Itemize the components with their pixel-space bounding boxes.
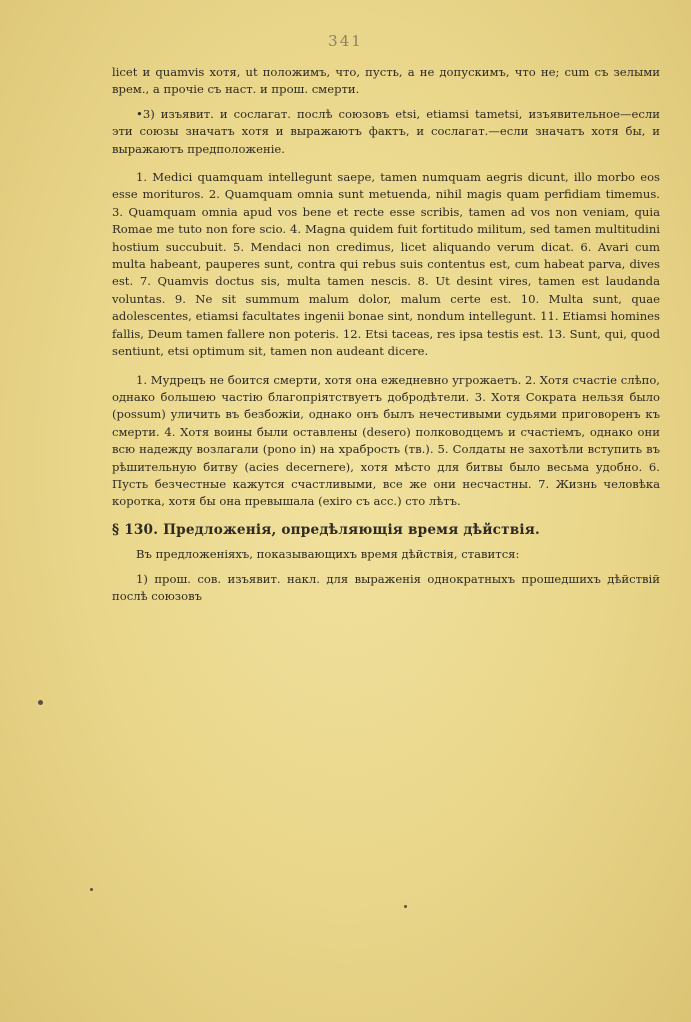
page-content [112, 64, 660, 605]
russian-exercises: 1. Мудрецъ не боится смерти, хотя она ежедневно угрожаетъ. 2. Хотя счастіе слѣпо, однако большею частію благопріятствуетъ добродѣтели. 3. Хотя Сократа нельзя было (possum) уличить въ безбожіи, однако онъ былъ нечестивыми судьями приговоренъ къ смерти. 4. Хотя воины были оставлены (desero) полководцемъ и счастіемъ, однако они всю надежду возлагали (pono in) на храбрость (тв.). 5. Солдаты не захотѣли вступить въ рѣшительную битву (acies decernere), хотя мѣсто для битвы было весьма удобно. 6. Пусть безчестные кажутся счастливыми, все же они несчастны. 7. Жизнь человѣка коротка, хотя бы она превышала (exiro съ acc.) сто лѣтъ. [112, 372, 660, 509]
rule-paragraph-1: licet и quamvis хотя, ut положимъ, что, пусть, а не допускимъ, что не; cum съ зелыми врем., а прочіе съ наст. и прош. смерти. [112, 65, 660, 97]
ink-speck [90, 888, 93, 891]
ink-speck [38, 700, 43, 705]
section-heading: § 130. Предложенія, опредѣляющія время дѣйствія. [112, 521, 540, 538]
rule-paragraph-2: •3) изъявит. и сослагат. послѣ союзовъ etsi, etiamsi tametsi, изъявительное—если эти союзы значатъ хотя и выражаютъ фактъ, и сослагат.—если значатъ хотя бы, и выражаютъ предположеніе. [112, 106, 660, 156]
ink-speck [404, 905, 407, 908]
rule-paragraph-4: 1) прош. сов. изъявит. накл. для выраженія однократныхъ прошедшихъ дѣйствій послѣ союзовъ [112, 571, 660, 603]
latin-exercises: 1. Medici quamquam intellegunt saepe, tamen numquam aegris dicunt, illo morbo eos esse morituros. 2. Quamquam omnia sunt metuenda, nihil magis quam perfidiam timemus. 3. Quamquam omnia apud vos bene et recte esse scribis, tamen ad vos non veniam, quia Romae me tuto non fore scio. 4. Magna quidem fuit fortitudo militum, sed tamen multitudini hostium succubuit. 5. Mendaci non credimus, licet aliquando verum dicat. 6. Avari cum multa habeant, pauperes sunt, contra qui rebus suis contentus est, cum habeat parva, dives est. 7. Quamvis doctus sis, multa tamen nescis. 8. Ut desint vires, tamen est laudanda voluntas. 9. Ne sit summum malum dolor, malum certe est. 10. Multa sunt, quae adolescentes, etiamsi facultates ingenii bonae sint, nondum intellegunt. 11. Etiamsi homines fallis, Deum tamen fallere non poteris. 12. Etsi taceas, res ipsa testis est. 13. Sunt, qui, quod sentiunt, etsi optimum sit, tamen non audeant dicere. [112, 170, 660, 359]
rule-paragraph-3: Въ предложеніяхъ, показывающихъ время дѣйствія, ставится: [136, 547, 520, 562]
page-number: 341 [328, 32, 363, 50]
